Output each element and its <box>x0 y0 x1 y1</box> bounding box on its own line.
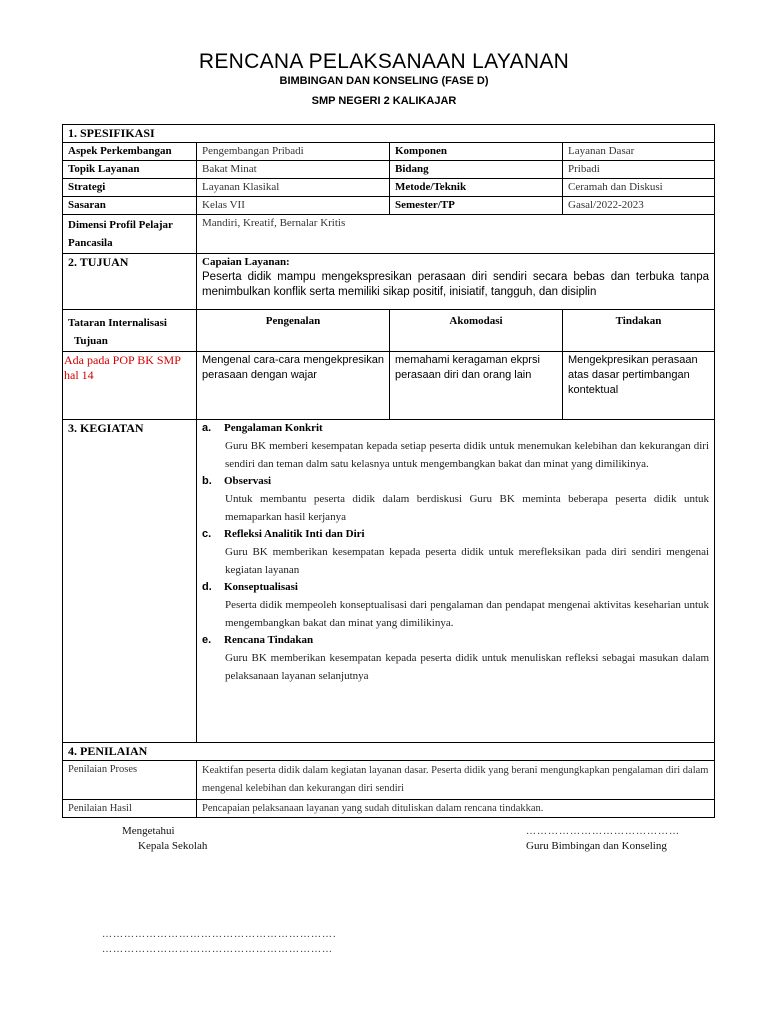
spec-value: Ceramah dan Diskusi <box>563 179 715 197</box>
spec-value: Gasal/2022-2023 <box>563 197 715 215</box>
spec-label: Metode/Teknik <box>390 179 563 197</box>
tindakan-text: Mengekpresikan perasaan atas dasar pertimbangan kontektual <box>563 352 715 420</box>
kegiatan-item <box>202 420 709 473</box>
spec-row <box>63 197 715 215</box>
document-subtitle: BIMBINGAN DAN KONSELING (FASE D) <box>279 75 489 87</box>
tataran-label-line1: Tataran Internalisasi <box>68 317 167 329</box>
kegiatan-title: Pengalaman Konkrit <box>224 422 323 434</box>
kegiatan-body: Guru BK memberi kesempatan kepada setiap peserta didik untuk menemukan kelebihan dan kekurangan diri sendiri dan teman dalm satu kelasnya untuk mengembangkan bakat dan minat yang dimilikinya. <box>225 440 710 470</box>
section-kegiatan-row <box>63 420 715 743</box>
spec-value: Bakat Minat <box>197 161 390 179</box>
kegiatan-body: Guru BK memberikan kesempatan kepada peserta didik untuk menuliskan refleksi sebagai masukan dalam pelaksanaan layanan selanjutnya <box>225 652 710 682</box>
spec-value: Pribadi <box>563 161 715 179</box>
capaian-text: Peserta didik mampu mengekspresikan perasaan diri sendiri secara bebas dan terbuka tanpa menimbulkan konflik serta memiliki sikap positif, inisiatif, tangguh, dan disiplin <box>202 271 710 298</box>
akomodasi-text: memahami keragaman ekprsi perasaan diri dan orang lain <box>390 352 563 420</box>
section-heading-kegiatan: 3. KEGIATAN <box>63 420 197 743</box>
kegiatan-letter: a. <box>202 422 212 434</box>
section-heading-spesifikasi: 1. SPESIFIKASI <box>63 125 715 143</box>
kegiatan-item <box>202 632 709 685</box>
spec-label: Komponen <box>390 143 563 161</box>
guru-signature-dots: …………………………………… <box>526 826 680 837</box>
col-akomodasi: Akomodasi <box>390 310 563 352</box>
guru-bk-label: Guru Bimbingan dan Konseling <box>526 840 667 852</box>
kepala-signature-dots-2: ……………………………………………………… <box>102 944 333 955</box>
document-title: RENCANA PELAKSANAAN LAYANAN <box>198 50 570 73</box>
spec-label: Strategi <box>63 179 197 197</box>
kegiatan-cell <box>197 420 715 743</box>
section-penilaian-row <box>63 743 715 761</box>
kegiatan-letter: c. <box>202 528 212 540</box>
penilaian-hasil-text: Pencapaian pelaksanaan layanan yang sudah dituliskan dalam rencana tindakkan. <box>197 800 715 818</box>
spec-label: Sasaran <box>63 197 197 215</box>
col-tindakan: Tindakan <box>563 310 715 352</box>
capaian-label: Capaian Layanan: <box>202 256 290 268</box>
school-name: SMP NEGERI 2 KALIKAJAR <box>311 95 457 107</box>
kegiatan-title: Refleksi Analitik Inti dan Diri <box>224 528 365 540</box>
penilaian-proses-text: Keaktifan peserta didik dalam kegiatan layanan dasar. Peserta didik yang berani mengungkapkan pengalaman diri dalam mengenal kelebihan dan kekurangan diri sendiri <box>197 761 715 800</box>
spec-value: Pengembangan Pribadi <box>197 143 390 161</box>
kegiatan-title: Observasi <box>224 475 272 487</box>
penilaian-hasil-row <box>63 800 715 818</box>
kegiatan-body: Peserta didik mempeoleh konseptualisasi dari pengalaman dan pendapat mengenai aktivitas keseharian untuk mengembangkan bakat dan minat yang dimilikinya. <box>225 599 710 629</box>
spec-value: Kelas VII <box>197 197 390 215</box>
penilaian-proses-label: Penilaian Proses <box>63 761 197 800</box>
section-heading-penilaian: 4. PENILAIAN <box>63 743 715 761</box>
tataran-label-line2: Tujuan <box>74 335 108 347</box>
penilaian-hasil-label: Penilaian Hasil <box>63 800 197 818</box>
section-heading-tujuan: 2. TUJUAN <box>63 254 197 310</box>
capaian-cell <box>197 254 715 310</box>
kegiatan-letter: d. <box>202 581 212 593</box>
kegiatan-title: Rencana Tindakan <box>224 634 314 646</box>
kepala-signature-dots-1: ………………………………………………………. <box>102 929 337 940</box>
dimensi-label <box>63 215 197 254</box>
kegiatan-body: Untuk membantu peserta didik dalam berdiskusi Guru BK meminta beberapa peserta didik untuk memaparkan hasil kerjanya <box>225 493 710 523</box>
penilaian-proses-row <box>63 761 715 800</box>
section-tujuan-row <box>63 254 715 310</box>
spec-label: Aspek Perkembangan <box>63 143 197 161</box>
tataran-label <box>63 310 197 352</box>
spec-value: Layanan Dasar <box>563 143 715 161</box>
spec-row <box>63 179 715 197</box>
kepala-sekolah-label: Kepala Sekolah <box>138 840 208 852</box>
dimensi-value: Mandiri, Kreatif, Bernalar Kritis <box>197 215 715 254</box>
tataran-header-row <box>63 310 715 352</box>
section-spesifikasi-row <box>63 125 715 143</box>
pengenalan-text: Mengenal cara-cara mengekpresikan perasaan dengan wajar <box>197 352 390 420</box>
spec-label: Bidang <box>390 161 563 179</box>
kegiatan-body: Guru BK memberikan kesempatan kepada peserta didik untuk merefleksikan pada diri sendiri mengenai kegiatan layanan <box>225 546 710 576</box>
kegiatan-item <box>202 473 709 526</box>
rpl-table <box>62 124 715 818</box>
dimensi-row <box>63 215 715 254</box>
dimensi-label-line2: Pancasila <box>68 237 113 249</box>
pop-note: Ada pada POP BK SMP hal 14 <box>63 352 197 420</box>
kegiatan-item <box>202 526 709 579</box>
col-pengenalan: Pengenalan <box>197 310 390 352</box>
spec-value: Layanan Klasikal <box>197 179 390 197</box>
spec-label: Semester/TP <box>390 197 563 215</box>
kegiatan-letter: e. <box>202 634 212 646</box>
kegiatan-title: Konseptualisasi <box>224 581 298 593</box>
kegiatan-letter: b. <box>202 475 212 487</box>
spec-row <box>63 161 715 179</box>
dimensi-label-line1: Dimensi Profil Pelajar <box>68 219 173 231</box>
spec-row <box>63 143 715 161</box>
spec-label: Topik Layanan <box>63 161 197 179</box>
tataran-content-row <box>63 352 715 420</box>
kegiatan-item <box>202 579 709 632</box>
mengetahui-label: Mengetahui <box>122 825 175 837</box>
